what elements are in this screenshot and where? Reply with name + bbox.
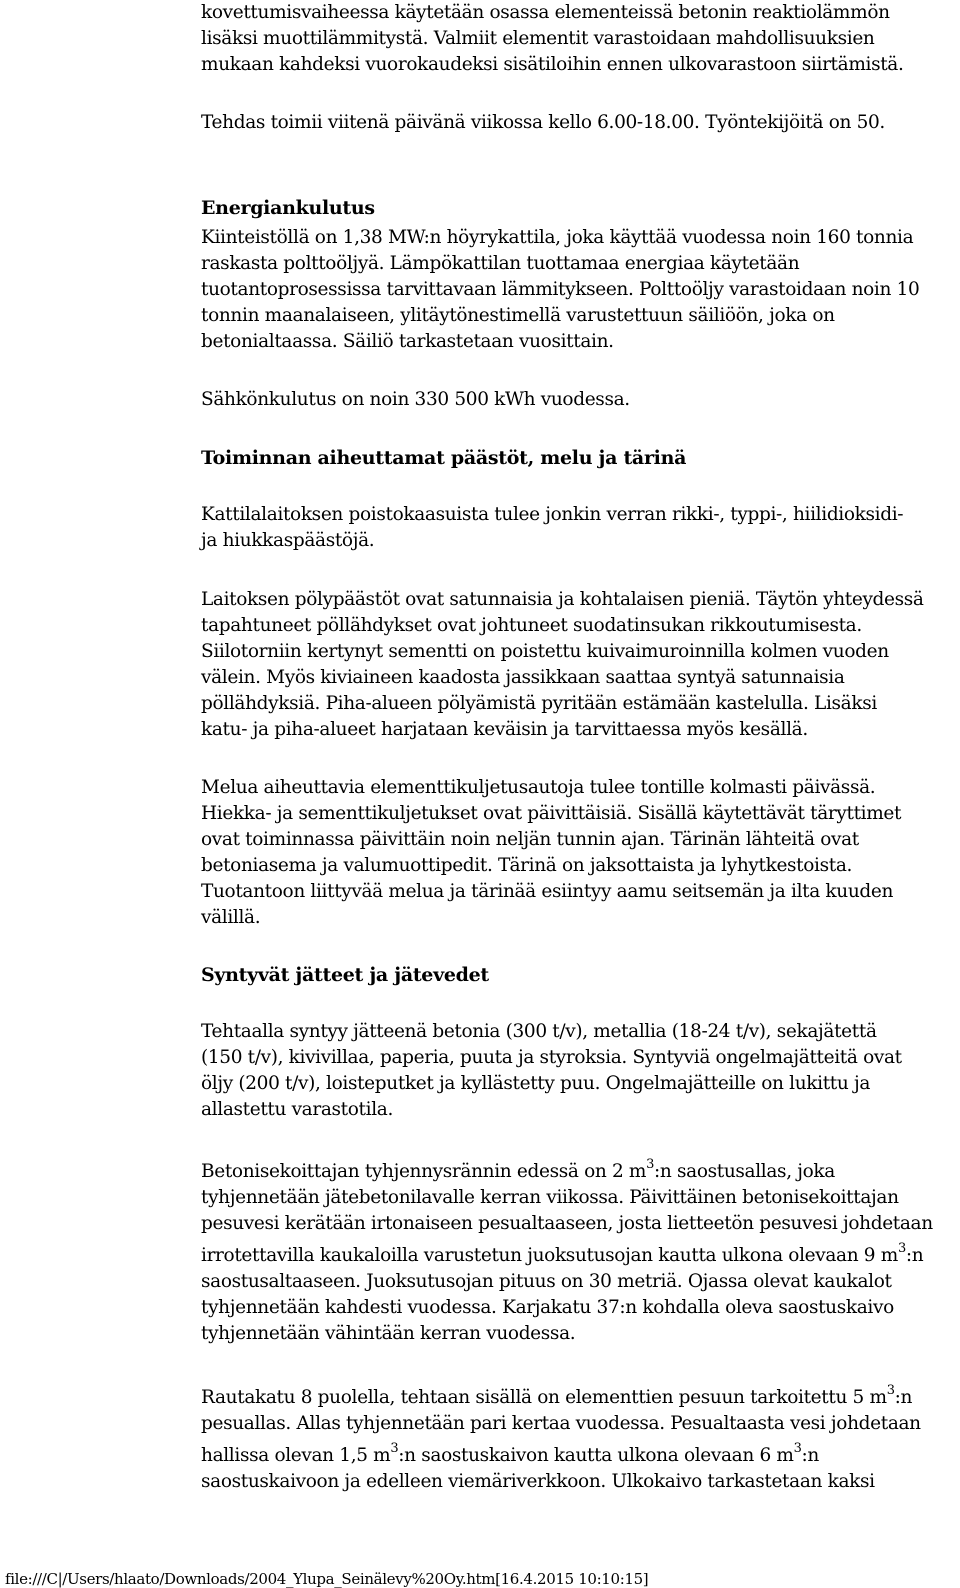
text-line: tapahtuneet pöllähdykset ovat johtuneet suodatinsukan rikkoutumisesta. <box>201 615 862 636</box>
text-line <box>201 1440 951 1469</box>
waste-paragraph-2 <box>201 1156 951 1347</box>
factory-hours-paragraph <box>201 110 951 136</box>
superscript: 3 <box>897 1240 906 1256</box>
file-path-footer: file:///C|/Users/hlaato/Downloads/2004_Ylupa_Seinälevy%20Oy.htm[16.4.2015 10:10:15] <box>5 1570 649 1588</box>
text-line: tonnin maanalaiseen, ylitäytönestimellä varustettuun säiliöön, joka on <box>201 305 835 326</box>
superscript: 3 <box>646 1156 655 1172</box>
text-line: Hiekka- ja sementtikuljetukset ovat päivittäisiä. Sisällä käytettävät täryttimet <box>201 803 902 824</box>
text-fragment: :n <box>894 1387 913 1408</box>
text-line: öljy (200 t/v), loisteputket ja kyllästetty puu. Ongelmajätteille on lukittu ja <box>201 1073 871 1094</box>
text-line: Laitoksen pölypäästöt ovat satunnaisia ja kohtalaisen pieniä. Täytön yhteydessä <box>201 589 924 610</box>
text-fragment: :n saostuskaivon kautta ulkona olevaan 6 m <box>398 1445 794 1466</box>
text-line: raskasta polttoöljyä. Lämpökattilan tuottamaa energiaa käytetään <box>201 253 800 274</box>
text-line: ja hiukkaspäästöjä. <box>201 530 375 551</box>
text-line: tyhjennetään vähintään kerran vuodessa. <box>201 1323 576 1344</box>
text-line: Siilotorniin kertynyt sementti on poistettu kuivaimuroinnilla kolmen vuoden <box>201 641 889 662</box>
text-line: Sähkönkulutus on noin 330 500 kWh vuodessa. <box>201 389 630 410</box>
waste-paragraph-1 <box>201 1019 951 1123</box>
text-line: betoniasema ja valumuottipedit. Tärinä on jaksottaista ja lyhytkestoista. <box>201 855 853 876</box>
text-line: Kattilalaitoksen poistokaasuista tulee jonkin verran rikki-, typpi-, hiilidioksidi- <box>201 504 904 525</box>
intro-paragraph <box>201 0 951 78</box>
text-line: saostusaltaaseen. Juoksutusojan pituus on 30 metriä. Ojassa olevat kaukalot <box>201 1271 892 1292</box>
text-line: Tuotantoon liittyvää melua ja tärinää esiintyy aamu seitsemän ja ilta kuuden <box>201 881 894 902</box>
text-line: tyhjennetään kahdesti vuodessa. Karjakatu 37:n kohdalla oleva saostuskaivo <box>201 1297 894 1318</box>
text-line: ovat toiminnassa päivittäin noin neljän tunnin ajan. Tärinän lähteitä ovat <box>201 829 859 850</box>
text-line: pesuallas. Allas tyhjennetään pari kertaa vuodessa. Pesualtaasta vesi johdetaan <box>201 1413 921 1434</box>
text-fragment: :n saostusallas, joka <box>654 1161 835 1182</box>
waste-heading: Syntyvät jätteet ja jätevedet <box>201 964 489 986</box>
text-line: mukaan kahdeksi vuorokaudeksi sisätiloihin ennen ulkovarastoon siirtämistä. <box>201 54 904 75</box>
text-line: pesuvesi kerätään irtonaiseen pesualtaaseen, josta lietteetön pesuvesi johdetaan <box>201 1213 933 1234</box>
text-line <box>201 1382 951 1411</box>
emissions-paragraph-2 <box>201 587 951 743</box>
waste-paragraph-3 <box>201 1382 951 1495</box>
text-line: tuotantoprosessissa tarvittavaan lämmitykseen. Polttoöljy varastoidaan noin 10 <box>201 279 920 300</box>
text-line: Melua aiheuttavia elementtikuljetusautoja tulee tontille kolmasti päivässä. <box>201 777 876 798</box>
text-line: välein. Myös kiviaineen kaadosta jassikkaan saattaa syntyä satunnaisia <box>201 667 845 688</box>
text-fragment: Betonisekoittajan tyhjennysrännin edessä on 2 m <box>201 1161 647 1182</box>
text-line: tyhjennetään jätebetonilavalle kerran viikossa. Päivittäinen betonisekoittajan <box>201 1187 899 1208</box>
emissions-heading: Toiminnan aiheuttamat päästöt, melu ja tärinä <box>201 447 687 469</box>
text-line <box>201 1156 951 1185</box>
text-line: lisäksi muottilämmitystä. Valmiit elementit varastoidaan mahdollisuuksien <box>201 28 875 49</box>
text-line: kovettumisvaiheessa käytetään osassa elementeissä betonin reaktiolämmön <box>201 2 890 23</box>
text-line: Kiinteistöllä on 1,38 MW:n höyrykattila, joka käyttää vuodessa noin 160 tonnia <box>201 227 914 248</box>
emissions-paragraph-1 <box>201 502 951 554</box>
energy-paragraph-2 <box>201 387 951 413</box>
text-line: saostuskaivoon ja edelleen viemäriverkkoon. Ulkokaivo tarkastetaan kaksi <box>201 1471 875 1492</box>
text-fragment: hallissa olevan 1,5 m <box>201 1445 391 1466</box>
text-line: betonialtaassa. Säiliö tarkastetaan vuosittain. <box>201 331 614 352</box>
text-line: välillä. <box>201 907 261 928</box>
text-fragment: irrotettavilla kaukaloilla varustetun juoksutusojan kautta ulkona olevaan 9 m <box>201 1245 898 1266</box>
text-line: Tehtaalla syntyy jätteenä betonia (300 t/v), metallia (18-24 t/v), sekajätettä <box>201 1021 877 1042</box>
emissions-paragraph-3 <box>201 775 951 931</box>
text-fragment: :n <box>801 1445 819 1466</box>
text-line: pöllähdyksiä. Piha-alueen pölyämistä pyritään estämään kastelulla. Lisäksi <box>201 693 877 714</box>
energy-heading: Energiankulutus <box>201 197 375 219</box>
energy-paragraph-1 <box>201 225 951 355</box>
text-line: katu- ja piha-alueet harjataan keväisin ja tarvittaessa myös kesällä. <box>201 719 808 740</box>
text-line: allastettu varastotila. <box>201 1099 393 1120</box>
superscript: 3 <box>793 1440 802 1456</box>
text-line: (150 t/v), kivivillaa, paperia, puuta ja styroksia. Syntyviä ongelmajätteitä ovat <box>201 1047 902 1068</box>
superscript: 3 <box>886 1382 895 1398</box>
text-line: Tehdas toimii viitenä päivänä viikossa kello 6.00-18.00. Työntekijöitä on 50. <box>201 112 885 133</box>
text-fragment: Rautakatu 8 puolella, tehtaan sisällä on elementtien pesuun tarkoitettu 5 m <box>201 1387 887 1408</box>
text-fragment: :n <box>905 1245 924 1266</box>
text-line <box>201 1240 951 1269</box>
superscript: 3 <box>390 1440 399 1456</box>
